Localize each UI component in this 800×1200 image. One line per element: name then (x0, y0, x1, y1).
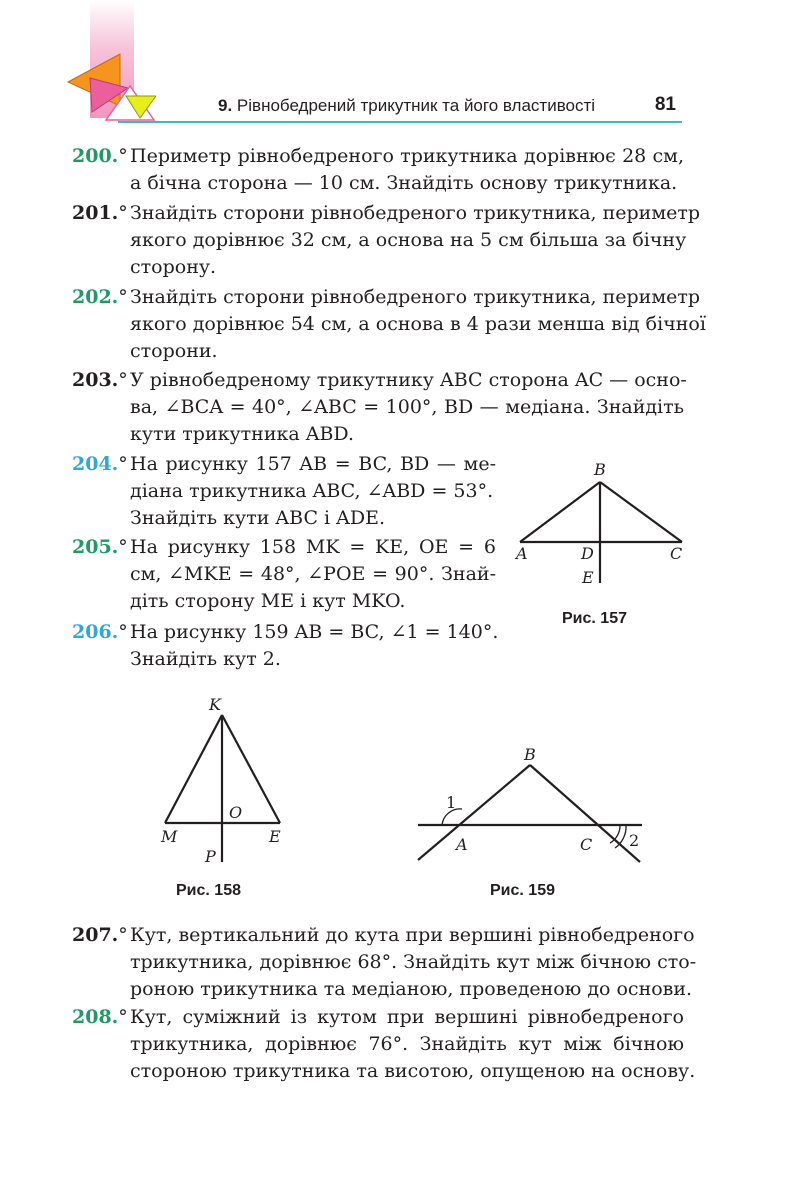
angle-2-label: 2 (629, 831, 640, 850)
problem-number: 205.° (72, 536, 128, 558)
label-P: P (205, 847, 216, 866)
label-E: E (269, 827, 281, 846)
problem-number: 208.° (72, 1006, 128, 1028)
label-D: D (581, 544, 594, 563)
problem-line: Знайдіть сторони рівнобедреного трикутника, периметр (130, 286, 701, 308)
section-title-text: Рівнобедрений трикутник та його властивості (236, 96, 596, 115)
page-number: 81 (654, 94, 676, 115)
label-A: A (456, 835, 468, 854)
problem-line: кути трикутника ABD. (130, 423, 355, 445)
problem-line: Знайдіть кути ABC і ADE. (130, 507, 386, 529)
problem-number: 204.° (72, 453, 128, 475)
problem-line: Кут, суміжний із кутом при вершині рівнобедреного (130, 1006, 684, 1028)
problem-number: 202.° (72, 286, 128, 308)
problem-line: Периметр рівнобедреного трикутника дорівнює 28 см, (130, 145, 684, 167)
problem-line: якого дорівнює 32 см, а основа на 5 см більша за бічну (130, 229, 687, 251)
header-rule (118, 121, 682, 123)
problem-line: ва, ∠BCA = 40°, ∠ABC = 100°, BD — медіана. Знайдіть (130, 396, 684, 418)
label-B: B (594, 460, 606, 479)
figure-157 (510, 455, 690, 594)
label-E: E (582, 568, 594, 587)
label-O: O (229, 803, 243, 822)
problem-line: На рисунку 157 AB = BC, BD — ме- (130, 453, 496, 475)
problem-line: стороною трикутника та висотою, опущеною на основу. (130, 1060, 696, 1082)
problem-line: роною трикутника та медіаною, проведеною до основи. (130, 978, 693, 1000)
problem-line: діть сторону ME і кут MKO. (130, 590, 406, 612)
problem-line: а бічна сторона — 10 см. Знайдіть основу трикутника. (130, 172, 678, 194)
problem-line: Кут, вертикальний до кута при вершині рівнобедреного (130, 924, 695, 946)
problem-line: Знайдіть кут 2. (130, 648, 281, 670)
problem-line: трикутника, дорівнює 76°. Знайдіть кут між бічною (130, 1033, 684, 1055)
page-header (118, 88, 682, 122)
figure-159-caption: Рис. 159 (490, 882, 555, 899)
problem-line: см, ∠MKE = 48°, ∠POE = 90°. Знай- (130, 563, 496, 585)
problem-line: сторону. (130, 256, 217, 278)
figure-158-caption: Рис. 158 (176, 882, 241, 899)
figure-159 (410, 738, 650, 872)
section-number: 9. (218, 96, 233, 115)
section-title (218, 96, 595, 116)
problem-line: На рисунку 158 MK = KE, OE = 6 (130, 536, 496, 558)
label-B: B (524, 745, 536, 764)
label-A: A (516, 544, 528, 563)
problem-line: На рисунку 159 AB = BC, ∠1 = 140°. (130, 621, 499, 643)
label-C: C (670, 544, 683, 563)
label-C: C (580, 835, 593, 854)
figure-159-drawing (410, 738, 650, 868)
problem-number: 206.° (72, 621, 128, 643)
label-M: M (161, 827, 178, 846)
problem-line: якого дорівнює 54 см, а основа в 4 рази менша від бічної (130, 313, 706, 335)
problem-line: У рівнобедреному трикутнику ABC сторона AC — осно- (130, 369, 687, 391)
problem-line: сторони. (130, 340, 218, 362)
angle-1-label: 1 (446, 793, 457, 812)
problem-number: 200.° (72, 145, 128, 167)
figure-158 (155, 690, 295, 874)
figure-157-caption: Рис. 157 (562, 610, 627, 627)
problem-line: діана трикутника ABC, ∠ABD = 53°. (130, 480, 494, 502)
problem-number: 201.° (72, 202, 128, 224)
problem-line: Знайдіть сторони рівнобедреного трикутника, периметр (130, 202, 701, 224)
label-K: K (209, 695, 221, 714)
problem-number: 207.° (72, 924, 128, 946)
problem-number: 203.° (72, 369, 128, 391)
problem-line: трикутника, дорівнює 68°. Знайдіть кут між бічною сто- (130, 951, 697, 973)
figure-157-drawing (510, 455, 690, 590)
figure-158-drawing (155, 690, 295, 870)
